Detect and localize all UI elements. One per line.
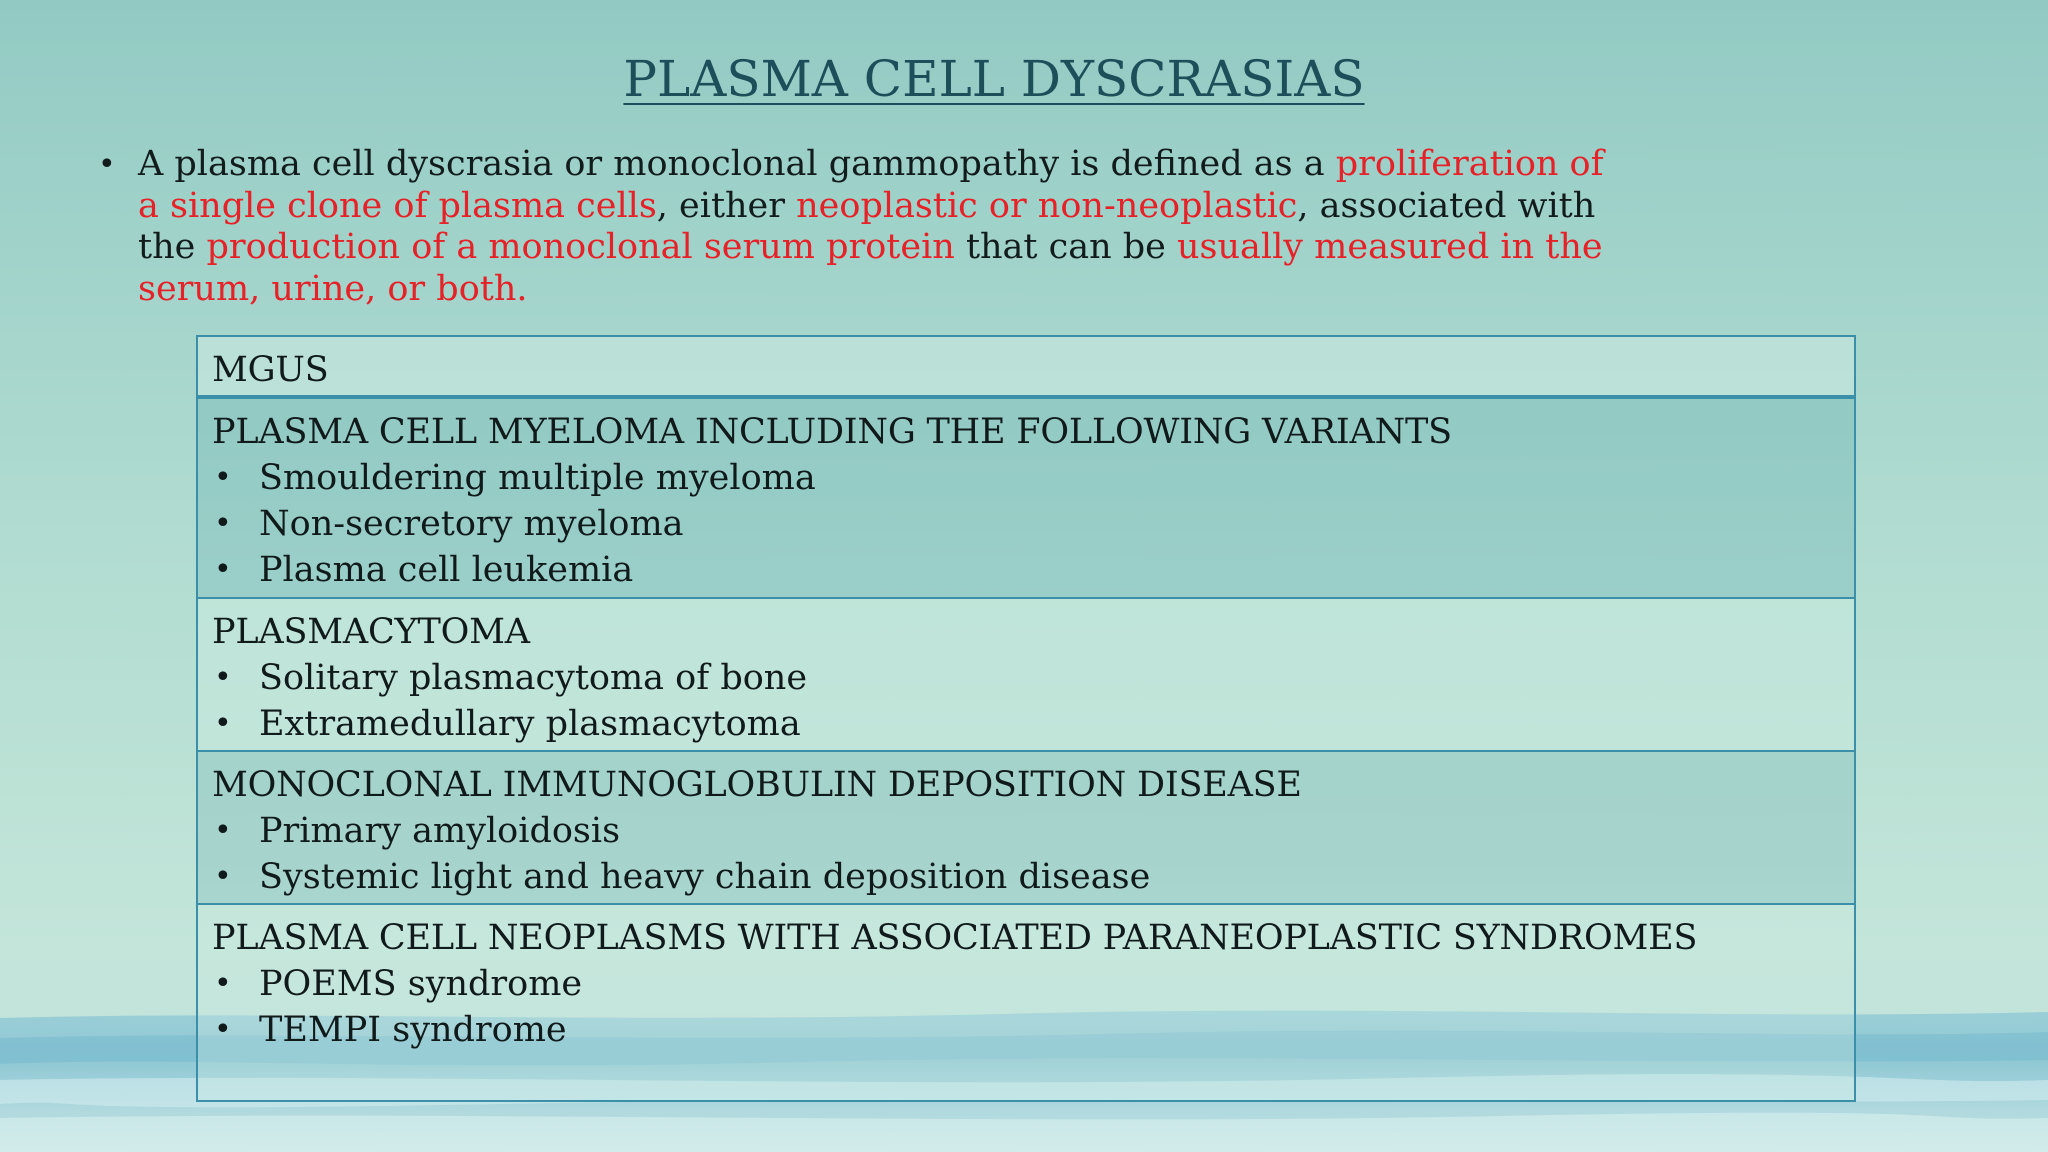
list-item: • Extramedullary plasmacytoma: [212, 701, 1840, 747]
list-item: • Solitary plasmacytoma of bone: [212, 655, 1840, 701]
list-item: • Non-secretory myeloma: [212, 501, 1840, 547]
intro-highlight-segment: neoplastic or non-neoplastic: [796, 185, 1298, 226]
list-item: • TEMPI syndrome: [212, 1007, 1840, 1053]
row-heading: PLASMA CELL NEOPLASMS WITH ASSOCIATED PARANEOPLASTIC SYNDROMES: [212, 918, 1698, 958]
row-heading: PLASMA CELL MYELOMA INCLUDING THE FOLLOWING VARIANTS: [212, 412, 1452, 452]
table-row-plasma-cell-myeloma: [198, 399, 1854, 599]
list-item: • Smouldering multiple myeloma: [212, 455, 1840, 501]
table-row-paraneoplastic: [198, 905, 1854, 1100]
intro-highlight-segment: production of a monoclonal serum protein: [206, 227, 955, 267]
variant-list: [212, 961, 1840, 1053]
intro-text-segment: that can be: [954, 227, 1177, 267]
intro-text-segment: A plasma cell dyscrasia or monoclonal gammopathy is defined as a: [138, 144, 1336, 184]
row-heading: MGUS: [212, 350, 329, 390]
variant-list: [212, 455, 1840, 593]
row-heading: PLASMACYTOMA: [212, 612, 530, 652]
intro-highlight-segment: proliferation of a single clone of plasma cells: [138, 144, 1604, 226]
classification-table: [196, 335, 1856, 1102]
bullet-marker: •: [98, 147, 116, 182]
variant-list: [212, 655, 1840, 747]
list-item: • POEMS syndrome: [212, 961, 1840, 1007]
table-row-plasmacytoma: [198, 599, 1854, 752]
list-item: • Systemic light and heavy chain deposition disease: [212, 854, 1840, 900]
intro-text-segment: , associated with the: [138, 185, 1596, 267]
list-item: • Plasma cell leukemia: [212, 547, 1840, 593]
intro-bullet: [98, 144, 1628, 310]
variant-list: [212, 808, 1840, 900]
slide-title: [0, 46, 2048, 112]
row-heading: MONOCLONAL IMMUNOGLOBULIN DEPOSITION DISEASE: [212, 765, 1302, 805]
intro-paragraph: [138, 144, 1628, 310]
table-row-deposition-disease: [198, 752, 1854, 905]
slide-title-text: PLASMA CELL DYSCRASIAS: [623, 50, 1365, 108]
table-row-mgus: [198, 337, 1854, 399]
intro-highlight-segment: usually measured in the serum, urine, or both.: [138, 227, 1603, 309]
list-item: • Primary amyloidosis: [212, 808, 1840, 854]
intro-text-segment: , either: [656, 185, 797, 226]
